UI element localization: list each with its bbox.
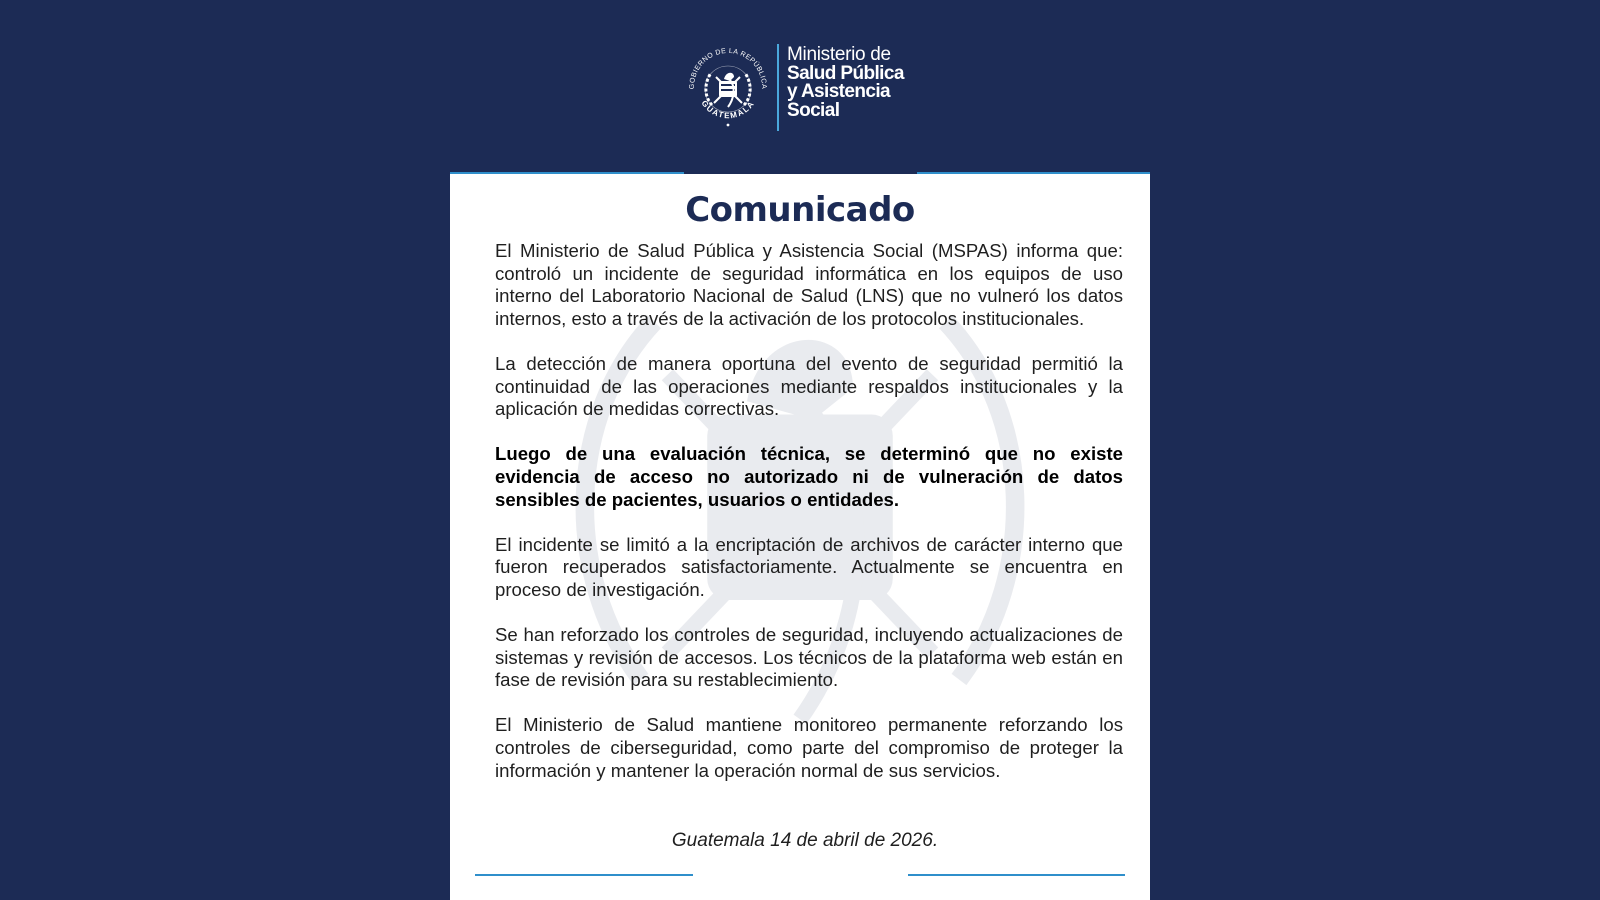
logo-line-3: y Asistencia [787, 81, 890, 102]
paragraph-5: Se han reforzado los controles de seguridad, incluyendo actualizaciones de sistemas y revisión de accesos. Los técnicos de la plataforma web están en fase de revisión para su restablecimiento. [495, 624, 1123, 691]
paragraph-6: El Ministerio de Salud mantiene monitoreo permanente reforzando los controles de ciberseguridad, como parte del compromiso de proteger la información y mantener la operación normal de sus servicios. [495, 714, 1123, 781]
bottom-rule-right [908, 874, 1125, 876]
logo-line-4: Social [787, 99, 840, 121]
header [0, 0, 1600, 160]
bottom-rule-left [475, 874, 693, 876]
guatemala-coat-of-arms-icon [684, 43, 772, 131]
paragraph-3-bold: Luego de una evaluación técnica, se determinó que no existe evidencia de acceso no autorizado ni de vulneración de datos sensibles de pacientes, usuarios o entidades. [495, 443, 1123, 510]
svg-text:GUATEMALA: GUATEMALA [699, 98, 757, 121]
communique-body [495, 240, 1123, 805]
communique-card [450, 174, 1150, 900]
paragraph-4: El incidente se limitó a la encriptación de archivos de carácter interno que fueron recuperados satisfactoriamente. Actualmente se encuentra en proceso de investigación. [495, 533, 1123, 600]
paragraph-1: El Ministerio de Salud Pública y Asistencia Social (MSPAS) informa que: controló un incidente de seguridad informática en los equipos de uso interno del Laboratorio Nacional de Salud (LNS) que no vulneró los datos internos, esto a través de la activación de los protocolos institucionales. [495, 240, 1123, 329]
logo-line-1: Ministerio de [787, 44, 891, 65]
document-date: Guatemala 14 de abril de 2026. [671, 830, 939, 851]
logo-line-2: Salud Pública [787, 62, 904, 84]
svg-text:GOBIERNO DE LA REPÚBLICA: GOBIERNO DE LA REPÚBLICA [688, 47, 768, 90]
page-title: Comunicado [685, 190, 915, 230]
ministry-logo-text [787, 46, 904, 120]
logo-divider [777, 44, 779, 131]
paragraph-2: La detección de manera oportuna del evento de seguridad permitió la continuidad de las operaciones mediante respaldos institucionales y la aplicación de medidas correctivas. [495, 352, 1123, 420]
